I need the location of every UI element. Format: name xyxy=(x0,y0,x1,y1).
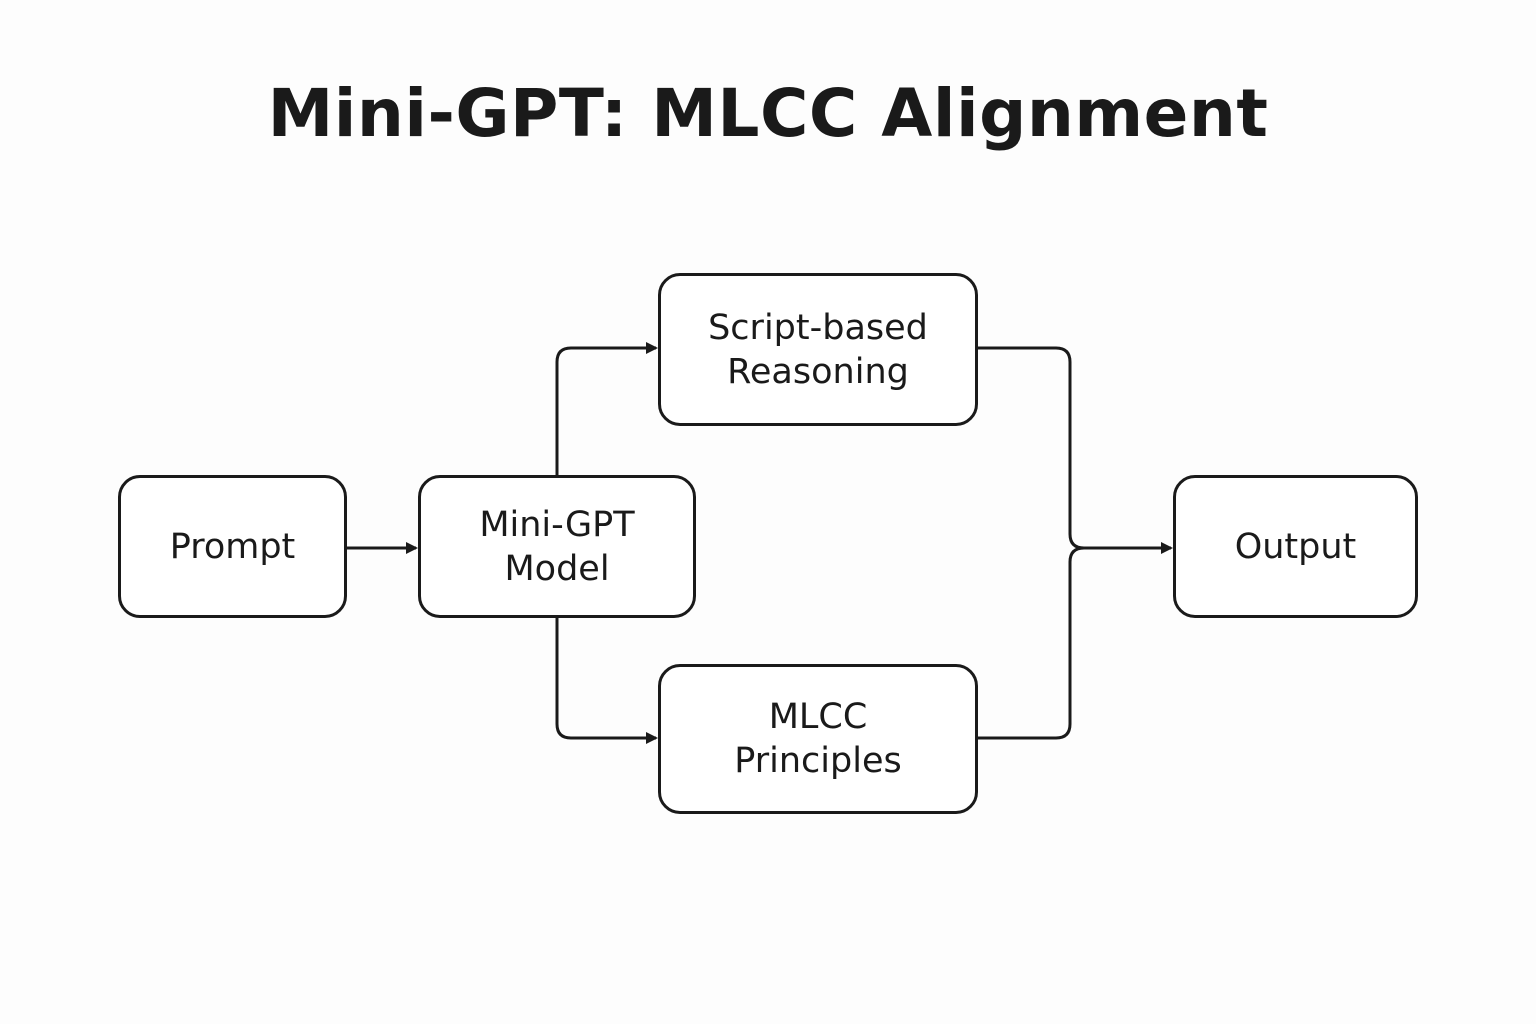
node-model-label-line1: Mini-GPT xyxy=(479,504,635,545)
edge-mlcc-to-output xyxy=(978,548,1084,738)
node-mini-gpt-model xyxy=(418,475,696,618)
node-mlcc-principles xyxy=(658,664,978,814)
edge-model-to-script xyxy=(557,348,656,475)
node-output-label: Output xyxy=(1234,526,1357,567)
edge-script-to-output xyxy=(978,348,1084,548)
node-mlcc-label-line2: Principles xyxy=(734,741,902,781)
node-script-label-line1: Script-based xyxy=(708,307,928,348)
node-script-based-reasoning xyxy=(658,273,978,426)
node-output xyxy=(1173,475,1418,618)
node-mlcc-label-line1: MLCC xyxy=(768,697,868,737)
edge-model-to-mlcc xyxy=(557,618,656,738)
diagram-title: Mini-GPT: MLCC Alignment xyxy=(267,75,1269,152)
node-prompt-label: Prompt xyxy=(169,526,296,567)
node-prompt xyxy=(118,475,347,618)
node-script-label-line2: Reasoning xyxy=(727,351,909,392)
node-model-label-line2: Model xyxy=(504,548,610,589)
